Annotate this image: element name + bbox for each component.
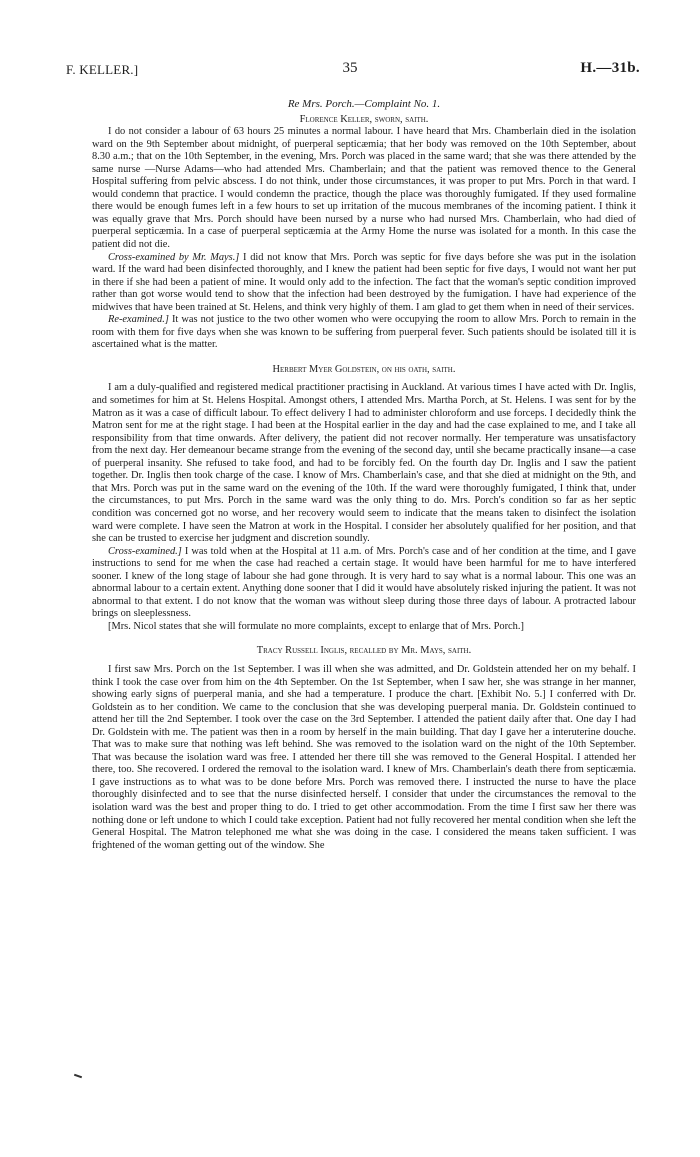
page-number: 35 [342, 60, 358, 76]
margin-mark [74, 1074, 82, 1079]
section-title: Re Mrs. Porch.—Complaint No. 1. [287, 98, 441, 110]
witness-heading-inglis: Tracy Russell Inglis, recalled by Mr. Mays, saith. [256, 645, 472, 657]
cross-examination-text: I did not know that Mrs. Porch was septic for five days before she was put in the isolation ward. If the ward had been disinfected thoroughly, and I knew the patient had been septic for five days, I would not want her put in there if she had been a patient of mine. It would only add to the infection. The fact that the woman's septic condition improved rather than got worse would tend to show that the infection had been destroyed by the fumigation. I have had experience of the midwives that have been trained at St. Helens, and think very highly of them. I am glad to get them when in need of their services. [92, 251, 636, 313]
bracketed-note: [Mrs. Nicol states that she will formulate no more complaints, except to enlarge that of Mrs. Porch.] [108, 620, 524, 632]
goldstein-testimony-paragraph: I am a duly-qualified and registered medical practitioner practising in Auckland. At various times I have acted with Dr. Inglis, and sometimes for him at St. Helens Hospital. Amongst others, I attended Mrs. Martha Porch, at St. Helens. I was sent for by the Matron as it was a case of difficult labour. To effect delivery I had to administer chloroform and use forceps. I decidedly think the Matron sent for me at the right stage. I had been at the Hospital earlier in the day and had the case explained to me, and I take all responsibility from that time onwards. After delivery, the patient did not recover normally. Her temperature was unsatisfactory from the next day. Her demeanour became strange from the evening of the second day, until she became practically insane—a case of puerperal insanity. She refused to take food, and had to be forcibly fed. On the fourth day Dr. Inglis and I saw the patient together. Dr. Inglis then took charge of the case. I know of Mrs. Chamberlain's case, and that she died at midnight on the 9th, and that Mrs. Porch was put in the same ward on the evening of the 10th. If the ward were thoroughly fumigated, I think that, under the circumstances, to put Mrs. Porch in the same ward was the only thing to do. Mrs. Porch's condition so far as her septic condition was concerned got no worse, and her recovery would seem to indicate that the means taken to disinfect the isolation ward were complete. I have seen the Matron at work in the Hospital. I consider her absolutely qualified for her position, and that she can be trusted to exercise her judgment and discretion soundly. [92, 382, 636, 545]
keller-re-examination [92, 314, 636, 352]
spacer [92, 352, 636, 364]
re-examination-label: Re-examined.] [108, 314, 169, 326]
goldstein-cross-examination [92, 546, 636, 621]
document-reference: H.—31b. [580, 60, 640, 76]
keller-cross-examination [92, 252, 636, 315]
running-header-left: F. KELLER.] [66, 62, 139, 77]
cross-examination-label: Cross-examined by Mr. Mays.] [108, 251, 240, 263]
keller-testimony-paragraph: I do not consider a labour of 63 hours 25 minutes a normal labour. I have heard that Mrs. Chamberlain died in the isolation ward on the 9th September about midnight, of puerperal septicæmia; that her body was removed on the 10th September, about 8.30 a.m.; that on the 10th September, in the evening, Mrs. Porch was placed in the same ward; that she was there attended by the same nurse —Nurse Adams—who had attended Mrs. Chamberlain; and that the patient was removed thence to the General Hospital suffering from pelvic abscess. I do not think, under those circumstances, it was proper to put Mrs. Porch in that ward. I would condemn that practice. I would condemn the practice, though the place was thoroughly fumigated. If they used formaline there would be enough fumes left in a few hours to set up irritation of the mucous membranes of the incoming patient. I think it was equally grave that Mrs. Porch should have been nursed by a nurse who had nursed Mrs. Chamberlain, who had died of puerperal septicæmia. In a case of puerperal septicæmia at the Army Home the nurse was isolated for a month. In this case the patient did not die. [92, 126, 636, 251]
inglis-testimony-paragraph: I first saw Mrs. Porch on the 1st September. I was ill when she was admitted, and Dr. Goldstein attended her on my behalf. I think I took the case over from him on the 4th September. On the 1st September, when I saw her, she was strange in her manner, showing early signs of puerperal mania, and she had a temperature. I produce the chart. [Exhibit No. 5.] I conferred with Dr. Goldstein as to her condition. We came to the conclusion that she was developing puerperal mania. Dr. Goldstein continued to attend her till the 2nd September. I took over the case on the 3rd September. I attended the patient daily after that. One day I had Dr. Goldstein with me. The patient was then in a room by herself in the main building. That day I gave her a interuterine douche. That was to make sure that nothing was left behind. She was removed to the isolation ward on the night of the 10th September. That was because the isolation ward was free. I attended her there till she was removed to the General Hospital. I attended her there, too. She recovered. I ordered the removal to the isolation ward. I knew of Mrs. Chamberlain's death there from septicæmia. I gave instructions as to what was to be done before Mrs. Porch was removed there. I instructed the nurse to have the place thoroughly disinfected and to see that the nurse disinfected herself. I consider that under the circumstances the removal to the isolation ward was the best and proper thing to do. I tried to get other accommodation. From the time I first saw her there was nothing done or left undone to which I could take exception. Patient had not fully recovered her mental condition when she left the General Hospital. The Matron telephoned me what she was doing in the case. I considered the means taken sufficient. I was frightened of the woman getting out of the window. She [92, 663, 636, 851]
document-body [92, 98, 636, 852]
witness-heading-goldstein: Herbert Myer Goldstein, on his oath, saith. [272, 363, 456, 375]
re-examination-text: It was not justice to the two other women who were occupying the room to allow Mrs. Porch to remain in the room with them for five days when she was known to be suffering from puerperal fever. Such patients should be isolated till it is ascertained what is the matter. [92, 314, 636, 351]
cross-examination-text: I was told when at the Hospital at 11 a.m. of Mrs. Porch's case and of her condition at the time, and I gave instructions to send for me when the case had reached a certain stage. It would have been harmful for me to have interfered sooner. I knew of the long stage of labour she had gone through. It is very hard to say what is a normal labour. This one was an abnormal labour to a certain extent. Anything done sooner that I did it would have absolutely risked injuring the patient. It was not abnormal to that extent. I do not know that the woman was without sleep during those three days of labour. A protracted labour brings on sleeplessness. [92, 545, 636, 620]
cross-examination-label: Cross-examined.] [108, 545, 182, 557]
witness-heading-keller: Florence Keller, sworn, saith. [299, 113, 429, 125]
spacer [92, 633, 636, 645]
